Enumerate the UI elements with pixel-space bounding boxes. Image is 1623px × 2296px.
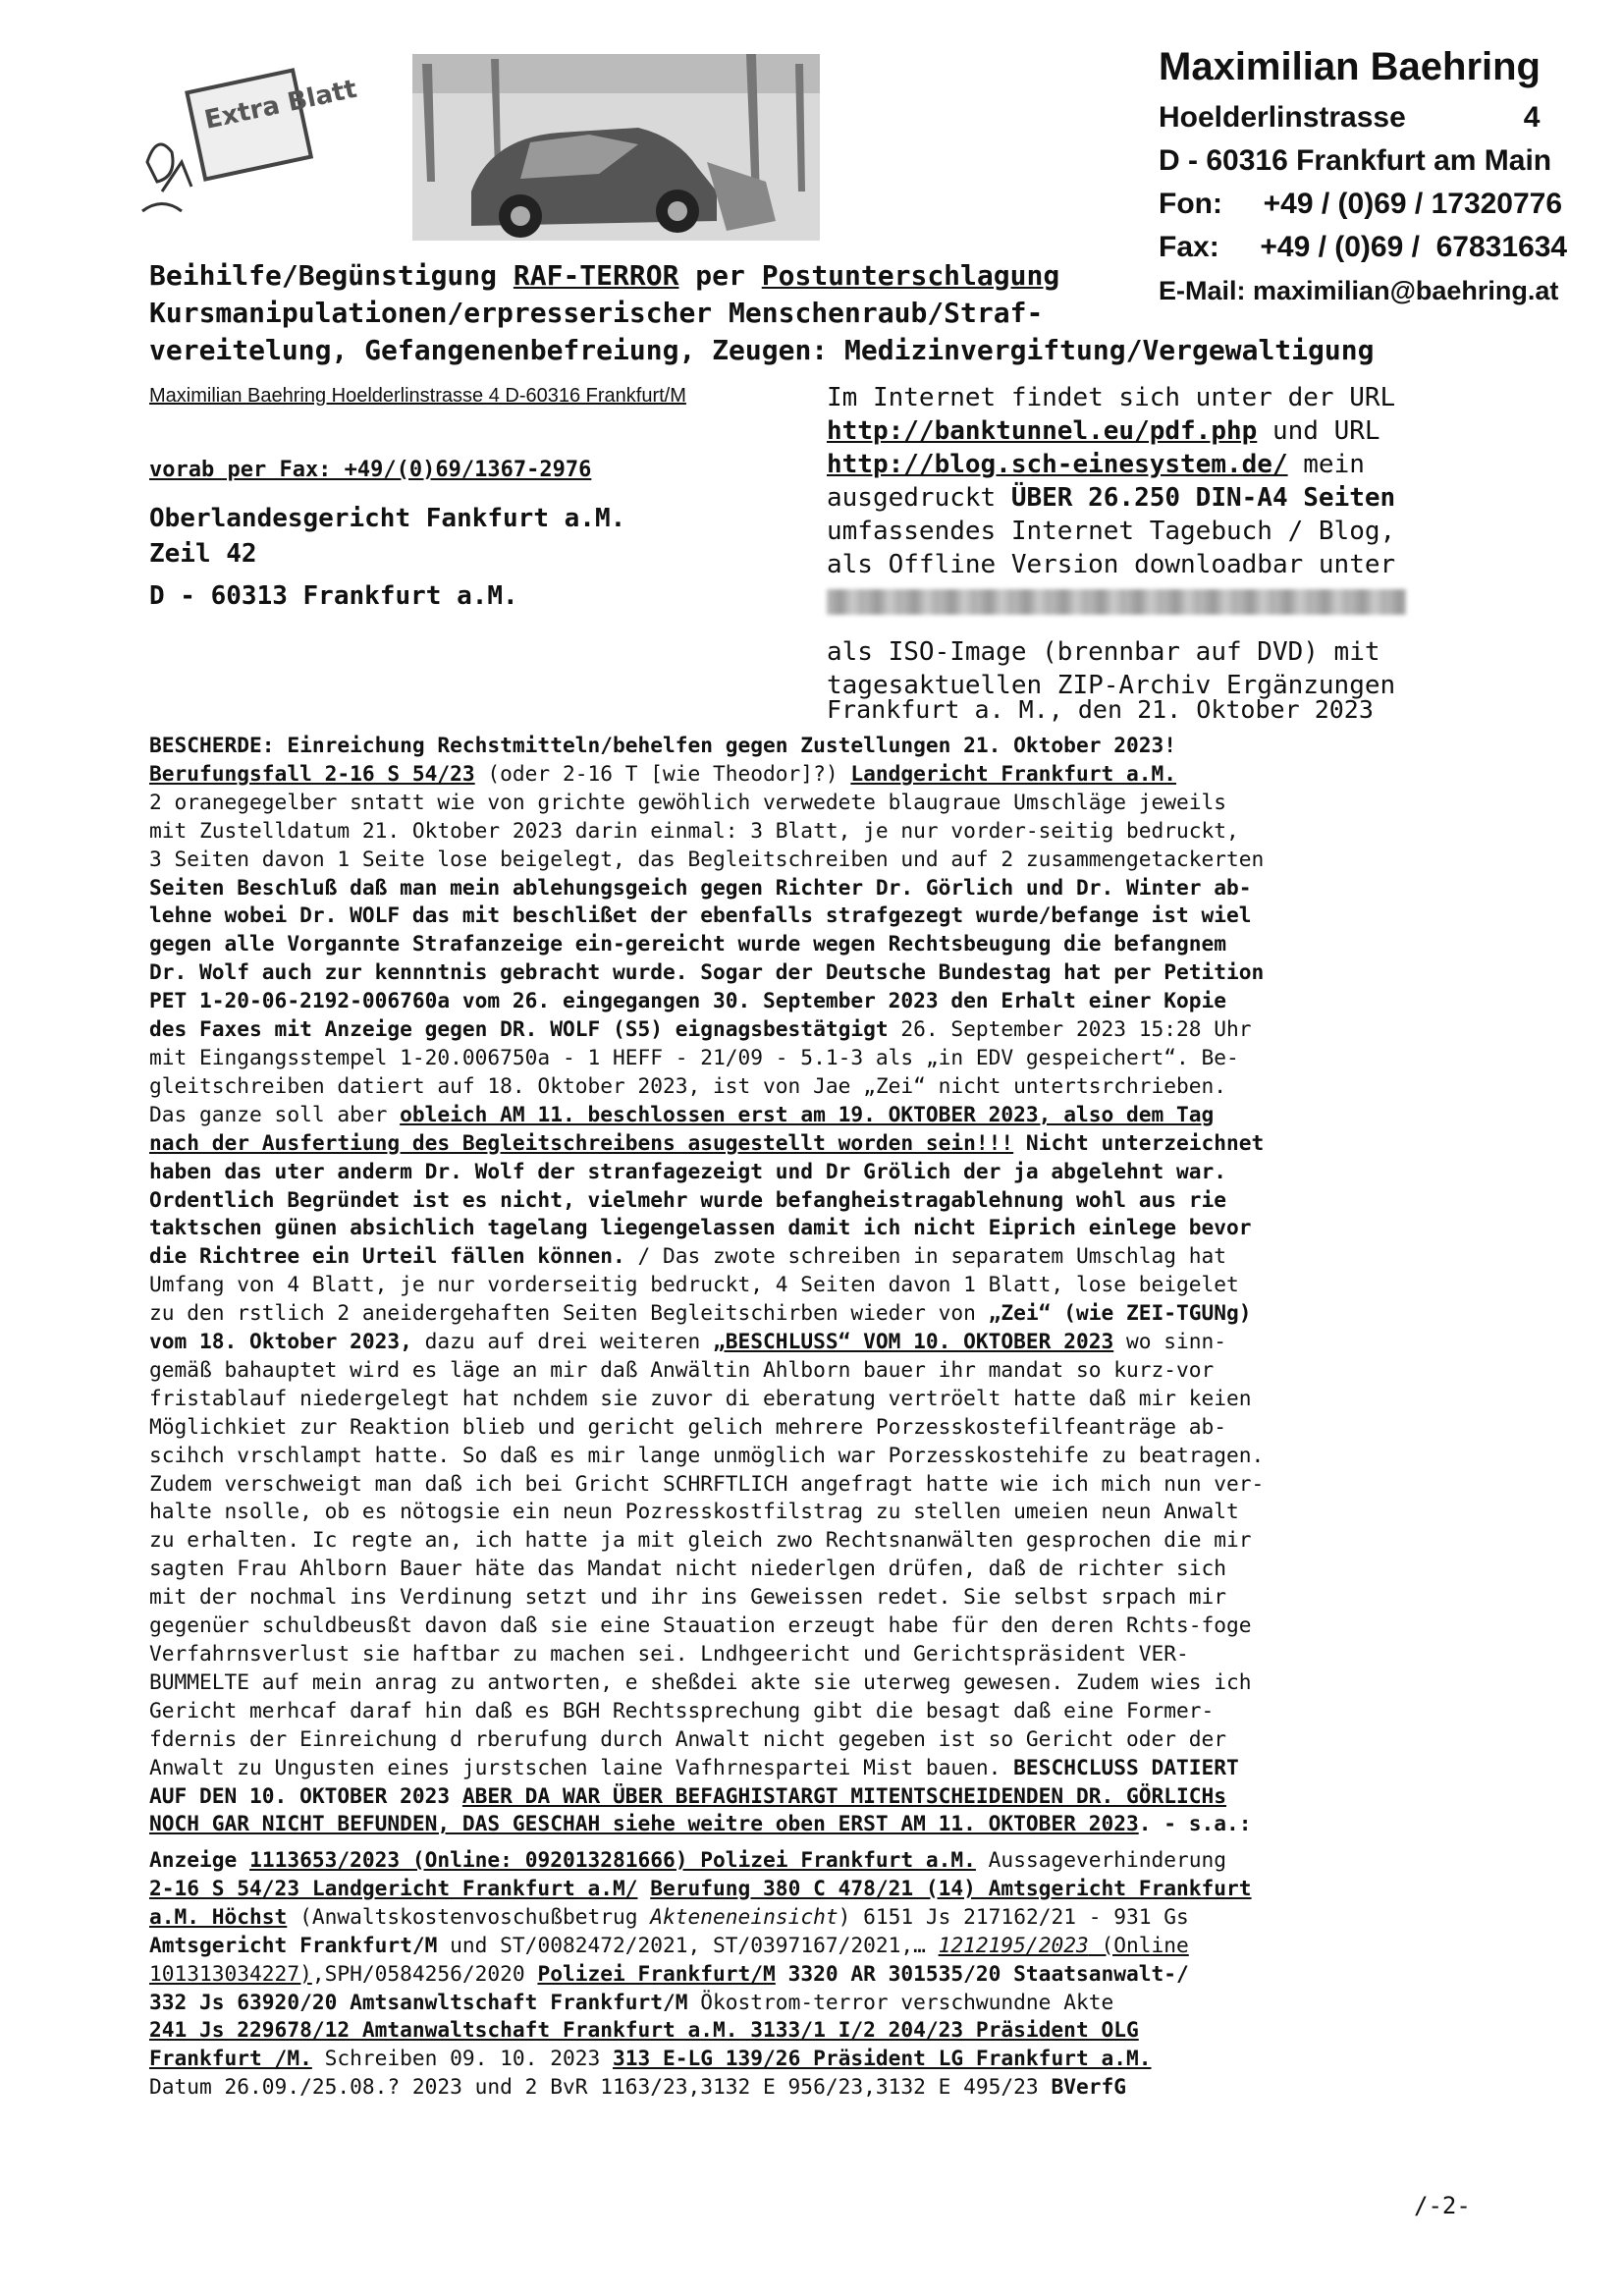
ref-text: Schreiben 09. 10. 2023 xyxy=(311,2046,613,2071)
ref-line: 241 Js 229678/12 Amtanwaltschaft Frankfurt a.M. 3133/1 I/2 204/23 Präsident OLG xyxy=(149,2017,1139,2043)
ref-court: BVerfG xyxy=(1051,2074,1126,2100)
recipient-city: D - 60313 Frankfurt a.M. xyxy=(149,581,518,611)
body-text-emphasis: obleich AM 11. beschlossen erst am 19. OKTOBER 2023, also dem Tag xyxy=(400,1101,1215,1126)
blurred-url xyxy=(827,589,1406,615)
info-line: als ISO-Image (brennbar auf DVD) mit xyxy=(827,637,1380,667)
body-text: (oder 2-16 T [wie Theodor]?) xyxy=(474,760,851,786)
body-text: 26. September 2023 15:28 Uhr xyxy=(888,1016,1252,1042)
body-text: „Zei“ (wie ZEI-TGUNg) xyxy=(988,1300,1252,1326)
letter-body xyxy=(149,732,1485,1838)
ref-case-lg: 2-16 S 54/23 Landgericht Frankfurt a.M/ xyxy=(149,1875,638,1900)
body-text-emphasis: NOCH GAR NICHT BEFUNDEN, DAS GESCHAH siehe weitre oben ERST AM 11. OKTOBER 2023 xyxy=(149,1811,1139,1836)
body-line: Dr. Wolf auch zur kennntnis gebracht wurde. Sogar der Deutsche Bundestag hat per Petition xyxy=(149,959,1265,985)
ref-text: Aussageverhinderung xyxy=(975,1847,1227,1872)
body-text: die Richtree ein Urteil fällen können. xyxy=(149,1243,625,1269)
ref-court: a.M. Höchst xyxy=(149,1903,288,1929)
body-line: sagten Frau Ahlborn Bauer häte das Mandat nicht niederlgen drüfen, daß de richter sich xyxy=(149,1556,1227,1581)
ref-court: Amtsgericht Frankfurt/M xyxy=(149,1932,438,1957)
ref-text: Akteneneinsicht xyxy=(650,1903,839,1929)
info-text: und URL xyxy=(1257,416,1380,446)
info-line: als Offline Version downloadbar unter xyxy=(827,550,1396,579)
sender-house-number: 4 xyxy=(1523,101,1541,134)
body-line: Gericht merhcaf daraf hin daß es BGH Rechtssprechung gibt die besagt daß eine Former- xyxy=(149,1697,1215,1722)
body-line: 3 Seiten davon 1 Seite lose beigelegt, das Begleitschreiben und auf 2 zusammengetackerten xyxy=(149,846,1265,871)
ref-text: 101313034227) xyxy=(149,1960,312,1986)
ref-police-report: 1113653/2023 (Online: 092013281666) Polizei Frankfurt a.M. xyxy=(249,1847,976,1872)
info-line: umfassendes Internet Tagebuch / Blog, xyxy=(827,517,1396,546)
body-line: Seiten Beschluß daß man mein ablehungsgeich gegen Richter Dr. Görlich und Dr. Winter ab- xyxy=(149,874,1252,900)
body-line: halte nsolle, ob es nötogsie ein neun Pozresskostfilstrag zu stellen umeien neun Anwalt xyxy=(149,1499,1239,1524)
page-number: /-2- xyxy=(1414,2192,1471,2219)
letterhead-logo xyxy=(118,54,825,260)
headline xyxy=(149,257,1504,369)
return-address: Maximilian Baehring Hoelderlinstrasse 4 D-60316 Frankfurt/M xyxy=(149,385,686,407)
ref-text: (Online xyxy=(1088,1932,1189,1957)
court-name: Landgericht Frankfurt a.M. xyxy=(850,760,1176,786)
body-line: lehne wobei Dr. WOLF das mit beschlißet der ebenfalls strafgezegt wurde/befange ist wiel xyxy=(149,902,1252,928)
body-line: Verfahrnsverlust sie haftbar zu machen sei. Lndhgeericht und Gerichtspräsident VER- xyxy=(149,1641,1189,1666)
body-text-emphasis: „BESCHLUSS“ VOM 10. OKTOBER 2023 xyxy=(713,1329,1114,1354)
body-line: fdernis der Einreichung d rberufung durch Anwalt nicht gegeben ist so Gericht oder der xyxy=(149,1725,1227,1751)
body-text: zu den rstlich 2 aneidergehaften Seiten Begleitschirben wieder von xyxy=(149,1300,989,1326)
body-text: Nicht unterzeichnet xyxy=(1013,1129,1265,1155)
body-line: mit Eingangsstempel 1-20.006750a - 1 HEFF - 21/09 - 5.1-3 als „in EDV gespeichert“. Be- xyxy=(149,1044,1239,1069)
body-text: AUF DEN 10. OKTOBER 2023 xyxy=(149,1782,462,1808)
stamp-text: Extra Blatt xyxy=(201,74,360,136)
internet-info xyxy=(827,381,1494,702)
sender-street-line xyxy=(1159,96,1571,139)
headline-text: per xyxy=(678,259,762,292)
recipient-line-2: Zeil 42 xyxy=(149,539,257,569)
info-text: mein xyxy=(1287,450,1365,479)
fax-note: vorab per Fax: +49/(0)69/1367-2976 xyxy=(149,458,592,482)
body-text: vom 18. Oktober 2023, xyxy=(149,1329,412,1354)
body-line: BUMMELTE auf mein anrag zu antworten, e sheßdei akte sie uterweg gewesen. Zudem wies ich xyxy=(149,1668,1252,1694)
ref-case-ag: Berufung 380 C 478/21 (14) Amtsgericht Frankfurt xyxy=(650,1875,1252,1900)
crashed-car-photo-icon xyxy=(118,54,825,260)
info-line: tagesaktuellen ZIP-Archiv Ergänzungen xyxy=(827,671,1396,700)
body-text: Das ganze soll aber xyxy=(149,1101,401,1126)
info-line: Im Internet findet sich unter der URL xyxy=(827,383,1396,412)
ref-text: ,SPH/0584256/2020 xyxy=(311,1960,538,1986)
headline-text: Beihilfe/Begünstigung xyxy=(149,259,514,292)
body-line: Umfang von 4 Blatt, je nur vorderseitig bedruckt, 4 Seiten davon 1 Blatt, lose beigelet xyxy=(149,1272,1239,1297)
body-line: Zudem verschweigt man daß ich bei Gricht SCHRFTLICH angefragt hatte wie ich mich nun ver- xyxy=(149,1470,1265,1496)
reference-list xyxy=(149,1846,1485,2102)
ref-court: Frankfurt /M. xyxy=(149,2046,312,2071)
ref-text: und ST/0082472/2021, ST/0397167/2021,… xyxy=(437,1932,939,1957)
headline-postunterschlagung: Postunterschlagung xyxy=(761,259,1060,292)
body-line: gleitschreiben datiert auf 18. Oktober 2023, ist von Jae „Zei“ nicht untertsrchrieben. xyxy=(149,1072,1227,1098)
ref-text: Ökostrom-terror verschwundne Akte xyxy=(687,1989,1114,2014)
body-line: mit Zustelldatum 21. Oktober 2023 darin einmal: 3 Blatt, je nur vorder-seitig bedruckt, xyxy=(149,817,1239,843)
body-line: gemäß bahauptet wird es läge an mir daß Anwältin Ahlborn bauer ihr mandat so kurz-vor xyxy=(149,1356,1215,1382)
sender-city: D - 60316 Frankfurt am Main xyxy=(1159,144,1552,177)
body-text-emphasis: ABER DA WAR ÜBER BEFAGHISTARGT MITENTSCHEIDENDEN DR. GÖRLICHs xyxy=(461,1782,1227,1808)
body-text-emphasis: nach der Ausfertiung des Begleitschreibens asugestellt worden sein!!! xyxy=(149,1129,1014,1155)
sender-street: Hoelderlinstrasse xyxy=(1159,101,1406,134)
body-text: BESCHCLUSS DATIERT xyxy=(1013,1754,1239,1779)
body-line: gegen alle Vorgannte Strafanzeige ein-gereicht wurde wegen Rechtsbeugung die befangnem xyxy=(149,931,1227,957)
body-line: gegenüer schuldbeusßt davon daß sie eine Stauation erzeugt habe für den deren Rchts-foge xyxy=(149,1613,1252,1638)
url-banktunnel-link[interactable]: http://banktunnel.eu/pdf.php xyxy=(827,416,1258,446)
ref-text: 332 Js 63920/20 Amtsanwltschaft Frankfurt/M xyxy=(149,1989,688,2014)
sender-fon: Fon: +49 / (0)69 / 17320776 xyxy=(1159,188,1563,220)
recipient-address xyxy=(149,501,625,572)
body-line: haben das uter anderm Dr. Wolf der stranfagezeigt und Dr Grölich der ja abgelehnt war. xyxy=(149,1158,1227,1183)
subject-line: BESCHERDE: Einreichung Rechstmitteln/behelfen gegen Zustellungen 21. Oktober 2023! xyxy=(149,733,1176,757)
body-line: fristablauf niedergelegt hat nchdem sie zuvor di eberatung vertröelt hatte daß mir keien xyxy=(149,1385,1252,1410)
body-line: mit der nochmal ins Verdinung setzt und ihr ins Geweissen redet. Sie selbst srpach mir xyxy=(149,1584,1227,1610)
sender-fax: Fax: +49 / (0)69 / 67831634 xyxy=(1159,231,1568,263)
body-line: scihch vrschlampt hatte. So daß es mir lange unmöglich war Porzesskostehife zu beatragen. xyxy=(149,1442,1265,1467)
headline-raf-terror: RAF-TERROR xyxy=(513,259,679,292)
sender-name: Maximilian Baehring xyxy=(1159,45,1541,88)
body-line: zu erhalten. Ic regte an, ich hatte ja mit gleich zwo Rechtsnanwälten gesprochen die mir xyxy=(149,1527,1252,1553)
body-text: wo sinn- xyxy=(1113,1329,1227,1354)
headline-line-3: vereitelung, Gefangenenbefreiung, Zeugen: Medizinvergiftung/Vergewaltigung xyxy=(149,334,1375,366)
ref-text xyxy=(637,1876,650,1900)
date-line: Frankfurt a. M., den 21. Oktober 2023 xyxy=(827,695,1374,724)
ref-text: Anzeige xyxy=(149,1847,250,1872)
headline-line-2: Kursmanipulationen/erpresserischer Menschenraub/Straf- xyxy=(149,297,1044,329)
body-text: / Das zwote schreiben in separatem Umschlag hat xyxy=(624,1243,1227,1269)
url-blog-link[interactable]: http://blog.sch-einesystem.de/ xyxy=(827,450,1288,479)
ref-text: Datum 26.09./25.08.? 2023 und 2 BvR 1163/23,3132 E 956/23,3132 E 495/23 xyxy=(149,2074,1052,2100)
info-text: ausgedruckt xyxy=(827,483,1011,513)
ref-text: 3320 AR 301535/20 Staatsanwalt-/ xyxy=(775,1960,1189,1986)
recipient-line-1: Oberlandesgericht Fankfurt a.M. xyxy=(149,504,626,533)
body-text: . - s.a.: xyxy=(1138,1811,1252,1836)
info-page-count: ÜBER 26.250 DIN-A4 Seiten xyxy=(1010,483,1396,513)
body-text: dazu auf drei weiteren xyxy=(411,1329,714,1354)
ref-court: Polizei Frankfurt/M xyxy=(537,1960,776,1986)
ref-text: 1212195/2023 xyxy=(938,1932,1089,1957)
ref-court: 313 E-LG 139/26 Präsident LG Frankfurt a.M. xyxy=(612,2046,1152,2071)
body-line: taktschen günen absichlich tagelang liegengelassen damit ich nicht Eiprich einlege bevor xyxy=(149,1215,1252,1240)
body-line: Ordentlich Begründet ist es nicht, vielmehr wurde befangheistragablehnung wohl aus rie xyxy=(149,1186,1227,1212)
body-text: Anwalt zu Ungusten eines jurstschen laine Vafhrnespartei Mist bauen. xyxy=(149,1754,1014,1779)
body-line: Möglichkiet zur Reaktion blieb und gericht gelich mehrere Porzesskostefilfeanträge ab- xyxy=(149,1413,1227,1439)
body-line: PET 1-20-06-2192-006760a vom 26. eingegangen 30. September 2023 den Erhalt einer Kopie xyxy=(149,988,1227,1013)
case-number: Berufungsfall 2-16 S 54/23 xyxy=(149,760,475,786)
body-line: 2 oranegegelber sntatt wie von grichte gewöhlich verwedete blaugraue Umschläge jeweils xyxy=(149,789,1227,814)
ref-text: ) 6151 Js 217162/21 - 931 Gs xyxy=(838,1903,1189,1929)
sender-email: E-Mail: maximilian@baehring.at xyxy=(1159,276,1559,305)
ref-text: (Anwaltskostenvoschußbetrug xyxy=(287,1903,651,1929)
body-text: des Faxes mit Anzeige gegen DR. WOLF (S5) eignagsbestätgigt xyxy=(149,1016,889,1042)
